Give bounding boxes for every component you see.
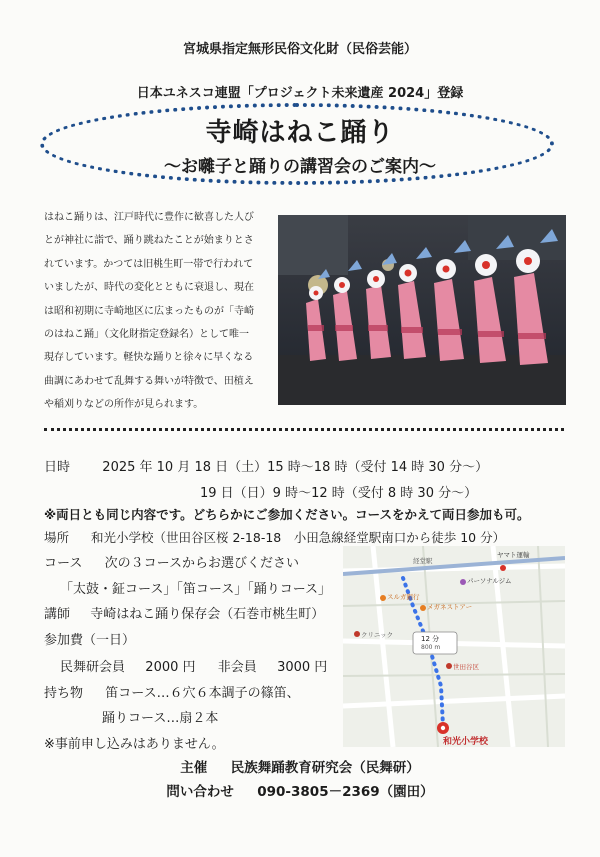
course-intro: 次の３コースからお選びください (104, 556, 299, 571)
instructor-row (44, 603, 324, 622)
instructor-label: 講師 (44, 607, 71, 622)
dance-photo-illustration (278, 215, 566, 405)
items-row (44, 682, 300, 701)
venue-row (44, 528, 505, 546)
fee-member-price: 2000 円 (145, 660, 196, 675)
course-row (44, 552, 299, 571)
fee-row (60, 656, 327, 675)
schedule-note: ※両日とも同じ内容です。どちらかにご参加ください。コースをかえて両日参加も可。 (44, 507, 530, 522)
dance-photo (278, 215, 566, 405)
items-dance: 踊りコース…扇２本 (102, 711, 219, 726)
fee-label: 参加費（一日） (44, 633, 136, 648)
intro-line: れています。かつては旧桃生町一帯で行われて (44, 258, 254, 270)
map-destination-label: 和光小学校 (443, 737, 489, 747)
page-subtitle: ～お囃子と踊りの講習会のご案内～ (164, 157, 436, 177)
intro-line: 曲調にあわせて乱舞する舞いが特徴で、田植え (44, 375, 254, 387)
intro-text (44, 206, 268, 417)
intro-line: は昭和初期に寺崎地区に広まったものが「寺崎 (44, 305, 254, 317)
organizer-label: 主催 (180, 760, 208, 776)
items-label: 持ち物 (44, 686, 84, 701)
intro-line: や稲刈りなどの所作が見られます。 (44, 399, 204, 411)
section-divider (44, 428, 564, 431)
schedule-day2: 19 日（日）9 時～12 時（受付 8 時 30 分～） (200, 486, 478, 501)
venue-map[interactable] (343, 546, 565, 747)
map-label-pin6: 世田谷区 (453, 663, 479, 671)
schedule-row (44, 456, 488, 475)
venue-label: 場所 (44, 530, 70, 545)
map-walk-distance: 800 m (421, 644, 441, 651)
course-label: コース (44, 556, 83, 571)
intro-line: はねこ踊りは、江戸時代に豊作に歓喜した人び (44, 212, 254, 223)
contact-label: 問い合わせ (166, 784, 234, 800)
fee-nonmember-price: 3000 円 (277, 660, 328, 675)
instructor-value: 寺崎はねこ踊り保存会（石巻市桃生町） (90, 607, 325, 622)
course-list: 「太鼓・鉦コース」「笛コース」「踊りコース」 (60, 582, 332, 597)
map-walk-time: 12 分 (421, 635, 440, 643)
items-flute: 笛コース…６穴６本調子の篠笛、 (105, 686, 300, 701)
intro-line: いましたが、時代の変化とともに衰退し、現在 (44, 282, 254, 294)
map-label-pin1: ヤマト運輸 (497, 551, 530, 559)
contact-phone[interactable]: 090-3805－2369（園田） (257, 784, 434, 800)
intro-line: とが神社に詣で、踊り跳ねたことが始まりとさ (44, 235, 254, 247)
fee-member-label: 民舞研会員 (60, 660, 126, 675)
map-label-pin5: クリニック (361, 631, 394, 639)
organizer-name: 民族舞踊教育研究会（民舞研） (230, 760, 420, 776)
contact-line (0, 780, 600, 800)
page-title: 寺崎はねこ踊り (205, 118, 395, 148)
schedule-day2-row (200, 482, 477, 501)
map-label-pin3: スルガ銀行 (387, 593, 420, 601)
schedule-label: 日時 (44, 460, 71, 475)
map-label-station: 経堂駅 (413, 557, 433, 565)
intro-line: のはねこ踊」（文化財指定登録名）として唯一 (44, 329, 249, 341)
intro-line: 現存しています。軽快な踊りと徐々に早くなる (44, 352, 254, 364)
fee-nonmember-label: 非会員 (217, 660, 257, 675)
no-reservation-note: ※事前申し込みはありません。 (44, 737, 225, 752)
venue-value: 和光小学校（世田谷区桜 2-18-18 小田急線経堂駅南口から徒歩 10 分） (90, 530, 506, 545)
schedule-day1: 2025 年 10 月 18 日（土）15 時～18 時（受付 14 時 30 分～） (102, 460, 489, 475)
designation-line: 宮城県指定無形民俗文化財（民俗芸能） (182, 42, 417, 57)
organizer-line (0, 756, 600, 776)
unesco-line: 日本ユネスコ連盟「プロジェクト未来遺産 2024」登録 (136, 86, 464, 101)
map-label-pin4: メガネストアー (427, 603, 473, 611)
venue-map-graphic (343, 546, 565, 747)
map-label-pin2: パーソナルジム (467, 577, 512, 585)
